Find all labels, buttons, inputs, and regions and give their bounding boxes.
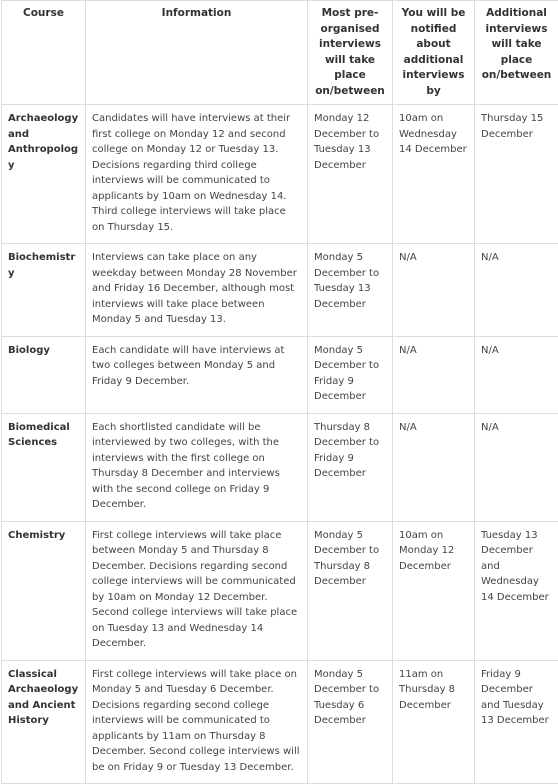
most-interviews-cell: Monday 5 December to Tuesday 6 December xyxy=(308,660,393,784)
additional-interviews-cell: N/A xyxy=(475,336,558,413)
most-interviews-cell: Monday 5 December to Tuesday 13 December xyxy=(308,244,393,337)
header-most-interviews: Most pre-organised interviews will take place on/between xyxy=(308,1,393,105)
information-cell: Candidates will have interviews at their first college on Monday 12 and second college on Monday 12 or Tuesday 13. Decisions regarding third college interviews will be communicated to applicants by 10am on Wednesday 14. Third college interviews will take place on Thursday 15. xyxy=(86,105,308,244)
most-interviews-cell: Thursday 8 December to Friday 9 December xyxy=(308,413,393,521)
course-cell: Biomedical Sciences xyxy=(2,413,86,521)
information-cell: Interviews can take place on any weekday between Monday 28 November and Friday 16 December, although most interviews will take place between Monday 5 and Tuesday 13. xyxy=(86,244,308,337)
information-cell: Each shortlisted candidate will be interviewed by two colleges, with the interviews with the first college on Thursday 8 December and interviews with the second college on Friday 9 December. xyxy=(86,413,308,521)
table-row xyxy=(2,413,558,521)
header-additional-interviews: Additional interviews will take place on/between xyxy=(475,1,558,105)
additional-interviews-cell: N/A xyxy=(475,413,558,521)
information-cell: First college interviews will take place on Monday 5 and Tuesday 6 December. Decisions regarding second college interviews will be communicated to applicants by 11am on Thursday 8 December. Second college interviews will be on Friday 9 or Tuesday 13 December. xyxy=(86,660,308,784)
notified-by-cell: 10am on Monday 12 December xyxy=(393,521,475,660)
additional-interviews-cell: Thursday 15 December xyxy=(475,105,558,244)
most-interviews-cell: Monday 5 December to Thursday 8 December xyxy=(308,521,393,660)
course-cell: Chemistry xyxy=(2,521,86,660)
table-header-row xyxy=(2,1,558,105)
table-row xyxy=(2,521,558,660)
header-notified-by: You will be notified about additional interviews by xyxy=(393,1,475,105)
interview-schedule-table xyxy=(1,0,558,784)
header-information: Information xyxy=(86,1,308,105)
table-row xyxy=(2,244,558,337)
table-row xyxy=(2,336,558,413)
notified-by-cell: 10am on Wednesday 14 December xyxy=(393,105,475,244)
notified-by-cell: N/A xyxy=(393,244,475,337)
header-course: Course xyxy=(2,1,86,105)
table-row xyxy=(2,105,558,244)
course-cell: Archaeology and Anthropology xyxy=(2,105,86,244)
additional-interviews-cell: Tuesday 13 December and Wednesday 14 December xyxy=(475,521,558,660)
notified-by-cell: 11am on Thursday 8 December xyxy=(393,660,475,784)
table-row xyxy=(2,660,558,784)
most-interviews-cell: Monday 12 December to Tuesday 13 December xyxy=(308,105,393,244)
notified-by-cell: N/A xyxy=(393,413,475,521)
additional-interviews-cell: Friday 9 December and Tuesday 13 December xyxy=(475,660,558,784)
information-cell: First college interviews will take place between Monday 5 and Thursday 8 December. Decisions regarding second college interviews will be communicated by 10am on Monday 12 December. Second college interviews will take place on Tuesday 13 and Wednesday 14 December. xyxy=(86,521,308,660)
additional-interviews-cell: N/A xyxy=(475,244,558,337)
most-interviews-cell: Monday 5 December to Friday 9 December xyxy=(308,336,393,413)
course-cell: Biology xyxy=(2,336,86,413)
information-cell: Each candidate will have interviews at two colleges between Monday 5 and Friday 9 December. xyxy=(86,336,308,413)
course-cell: Classical Archaeology and Ancient History xyxy=(2,660,86,784)
notified-by-cell: N/A xyxy=(393,336,475,413)
course-cell: Biochemistry xyxy=(2,244,86,337)
